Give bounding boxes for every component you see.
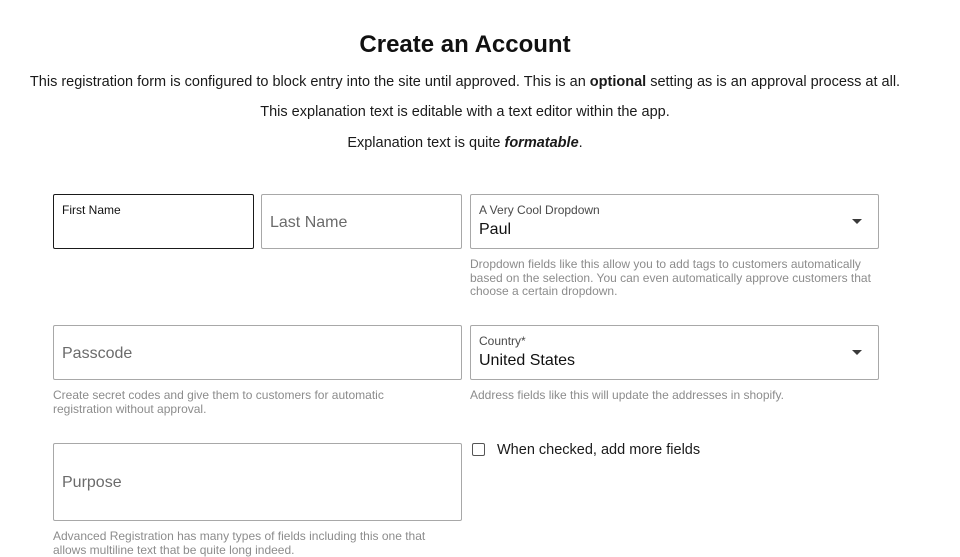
intro-line-2: This explanation text is editable with a text editor within the app.: [260, 104, 670, 120]
intro-line-1-start: This registration form is configured to block entry into the site until approved. This is an: [29, 74, 590, 90]
chevron-down-icon[interactable]: [852, 350, 862, 355]
page-title: Create an Account: [359, 31, 571, 58]
purpose-textarea[interactable]: [53, 443, 462, 521]
cool-dropdown-label: A Very Cool Dropdown: [479, 203, 600, 217]
intro-line-3-start: Explanation text is quite: [347, 135, 505, 151]
intro-line-1-end: setting as is an approval process at all.: [646, 74, 901, 90]
country-help: Address fields like this will update the addresses in shopify.: [470, 388, 784, 402]
country-label: Country*: [479, 334, 526, 348]
passcode-help: Create secret codes and give them to customers for automatic registration without approval.: [53, 388, 384, 416]
intro-line-1-bold: optional: [589, 74, 647, 90]
intro-line-1: [0, 74, 930, 90]
intro-line-3-bolditalic: formatable: [504, 135, 579, 151]
cool-dropdown-value: Paul: [479, 221, 512, 238]
passcode-placeholder: Passcode: [62, 345, 133, 362]
country-select[interactable]: [470, 325, 879, 380]
more-fields-checkbox[interactable]: [472, 443, 485, 456]
first-name-field[interactable]: [53, 194, 254, 249]
intro-line-3-end: .: [578, 135, 583, 151]
last-name-placeholder: Last Name: [270, 214, 348, 231]
cool-dropdown-select[interactable]: [470, 194, 879, 249]
country-value: United States: [479, 352, 576, 369]
purpose-help: Advanced Registration has many types of fields including this one that allows multiline text that be quite long indeed.: [53, 529, 426, 557]
intro-line-3: [0, 135, 930, 151]
chevron-down-icon[interactable]: [852, 219, 862, 224]
purpose-placeholder: Purpose: [62, 474, 122, 491]
more-fields-checkbox-label[interactable]: When checked, add more fields: [497, 442, 701, 458]
first-name-label: First Name: [62, 203, 121, 217]
last-name-field[interactable]: [261, 194, 462, 249]
cool-dropdown-help: Dropdown fields like this allow you to add tags to customers automatically based on the selection. You can even automatically approve customers that choose a certain dropdown.: [470, 257, 871, 298]
passcode-field[interactable]: [53, 325, 462, 380]
